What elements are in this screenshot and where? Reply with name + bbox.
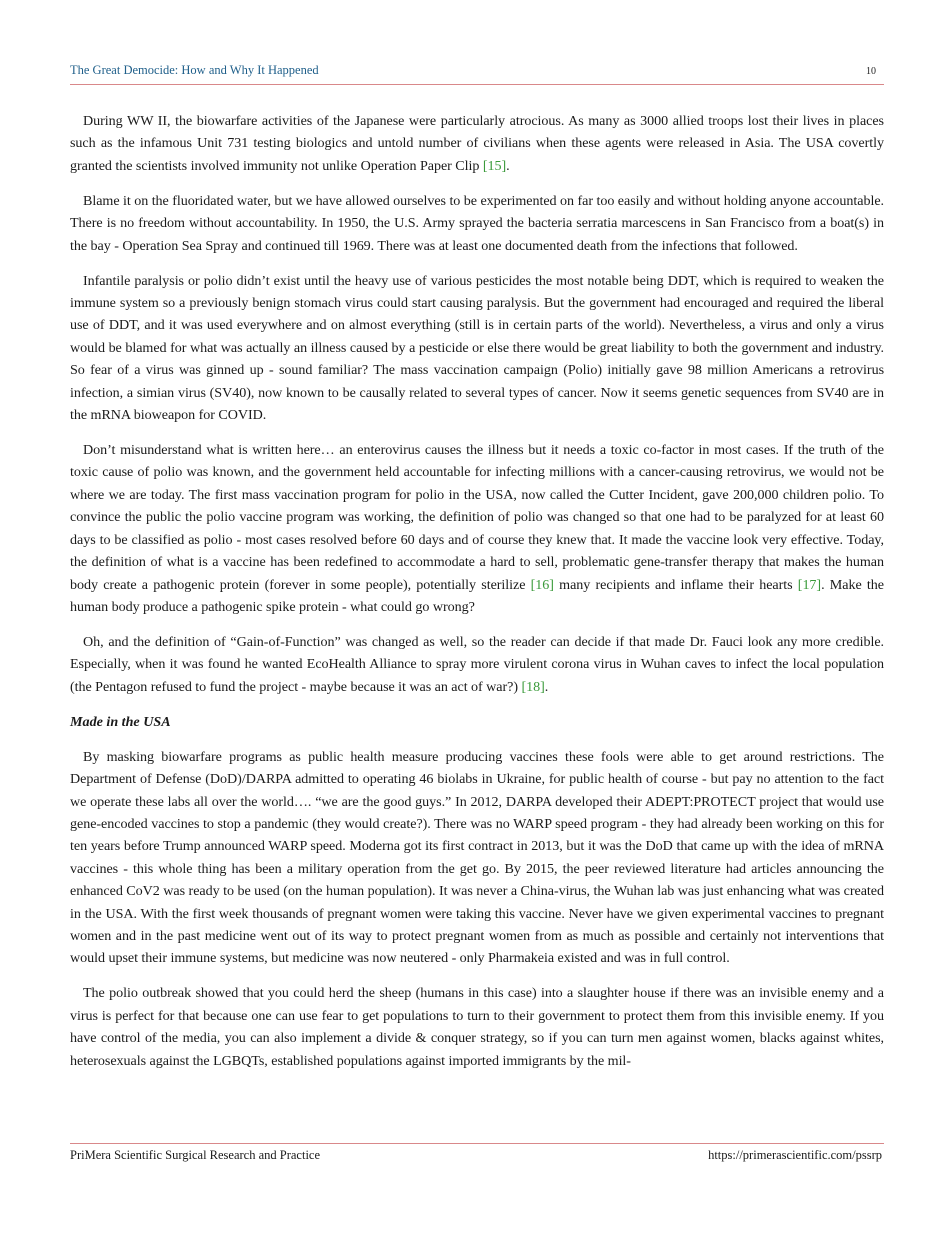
paragraph-text: .: [544, 678, 549, 695]
article-body: [70, 110, 884, 1085]
paragraph-text: Blame it on the fluoridated water, but we have allowed ourselves to be experimented on far too easily and without holding anyone accountable. There is no freedom without accountability. In 1950, the U.S. Army sprayed the bacteria serratia marcescens in San Francisco from a boat(s) in the bay - Operation Sea Spray and continued till 1969. There was at least one documented death from the infections that followed.: [70, 192, 884, 254]
paragraph-6: [70, 746, 884, 970]
page-footer: [70, 1143, 884, 1162]
paragraph-text: . Make the human body produce a pathogenic spike protein - what could go wrong?: [70, 576, 884, 615]
paragraph-7: [70, 982, 884, 1072]
running-title: The Great Democide: How and Why It Happened: [70, 63, 319, 77]
paragraph-text: Oh, and the definition of “Gain-of-Function” was changed as well, so the reader can decide if that made Dr. Fauci look any more credible. Especially, when it was found he wanted EcoHealth Alliance to spray more virulent corona virus in Wuhan caves to infect the local population (the Pentagon refused to fund the project - maybe because it was an act of war?): [70, 633, 884, 695]
paragraph-text: During WW II, the biowarfare activities of the Japanese were particularly atrocious. As many as 3000 allied troops lost their lives in places such as the infamous Unit 731 testing biologics and untold number of civilians when these agents were released in Asia. The USA covertly granted the scientists involved immunity not unlike Operation Paper Clip: [70, 113, 884, 174]
paragraph-1: [70, 110, 884, 177]
page-header: [70, 62, 884, 85]
citation-link-15[interactable]: [15]: [482, 157, 507, 174]
paragraph-3: [70, 270, 884, 427]
page-number: 10: [866, 66, 876, 77]
citation-link-18[interactable]: [18]: [521, 678, 545, 695]
paragraph-4: [70, 439, 884, 618]
paragraph-text: Infantile paralysis or polio didn’t exist until the heavy use of various pesticides the most notable being DDT, which is required to weaken the immune system so a previously benign stomach virus could start causing paralysis. But the government had encouraged and required the liberal use of DDT, and it was used everywhere and on almost everything (still is in certain parts of the world). Nevertheless, a virus and only a virus would be blamed for what was actually an illness caused by a pesticide or else there would be great liability to both the government and industry. So fear of a virus was ginned up - sound familiar? The mass vaccination campaign (Polio) initially gave 98 million Americans a retrovirus infection, a simian virus (SV40), now known to be causally related to several types of cancer. Now it seems genetic sequences from SV40 are in the mRNA bioweapon for COVID.: [70, 272, 884, 424]
paragraph-text: many recipients and inflame their hearts: [553, 576, 798, 593]
citation-link-17[interactable]: [17]: [797, 576, 822, 593]
paragraph-5: [70, 631, 884, 698]
journal-url-link[interactable]: https://primerascientific.com/pssrp: [708, 1148, 882, 1162]
paragraph-text: Don’t misunderstand what is written here… an enterovirus causes the illness but it needs a toxic co-factor in most cases. If the truth of the toxic cause of polio was known, and the government held accountable for infecting millions with a cancer-causing retrovirus, we would not be where we are today. The first mass vaccination program for polio in the USA, now called the Cutter Incident, gave 200,000 children polio. To convince the public the polio vaccine program was working, the definition of polio was changed so that one had to be paralyzed for at least 60 days to be classified as polio - most cases resolved before 60 days and of course they knew that. It made the vaccine look very effective. Today, the definition of what is a vaccine has been redefined to accommodate a hard to sell, problematic gene-transfer therapy that makes the human body create a pathogenic protein (forever in some people), potentially sterilize: [70, 442, 884, 593]
paragraph-text: .: [506, 157, 510, 174]
citation-link-16[interactable]: [16]: [530, 576, 554, 593]
journal-name: PriMera Scientific Surgical Research and Practice: [70, 1148, 321, 1162]
paragraph-text: By masking biowarfare programs as public health measure producing vaccines these fools were able to get around restrictions. The Department of Defense (DoD)/DARPA admitted to operating 46 biolabs in Ukraine, for public health of course - but pay no attention to the fact we operate these labs all over the world…. “we are the good guys.” In 2012, DARPA developed their ADEPT:PROTECT project that would use gene-encoded vaccines to stop a pandemic (they would create?). There was no WARP speed program - they had already been working on this for ten years before Trump announced WARP speed. Moderna got its first contract in 2013, but it was the DoD that came up with the idea of mRNA vaccines - this whole thing has been a military operation from the get go. By 2015, the peer reviewed literature had articles announcing the enhanced CoV2 was ready to be used (on the human population). It was never a China-virus, the Wuhan lab was just enhancing what was created in the USA. With the first week thousands of pregnant women were taking this vaccine. Never have we given experimental vaccines to pregnant women and in the past medicine went out of its way to protect pregnant women from as much as possible and certainly not interventions that would upset their immune systems, but medicine was now neutered - only Pharmakeia existed and was in full control.: [70, 748, 884, 967]
paragraph-text: The polio outbreak showed that you could herd the sheep (humans in this case) into a slaughter house if there was an invisible enemy and a virus is perfect for that because one can use fear to get populations to turn to their government to protect them from this invisible enemy. If you have control of the media, you can also implement a divide & conquer strategy, so if you can turn men against women, blacks against whites, heterosexuals against the LGBQTs, established populations against imported immigrants by the mil-: [70, 985, 884, 1069]
paragraph-2: [70, 190, 884, 257]
section-heading: Made in the USA: [70, 713, 171, 730]
